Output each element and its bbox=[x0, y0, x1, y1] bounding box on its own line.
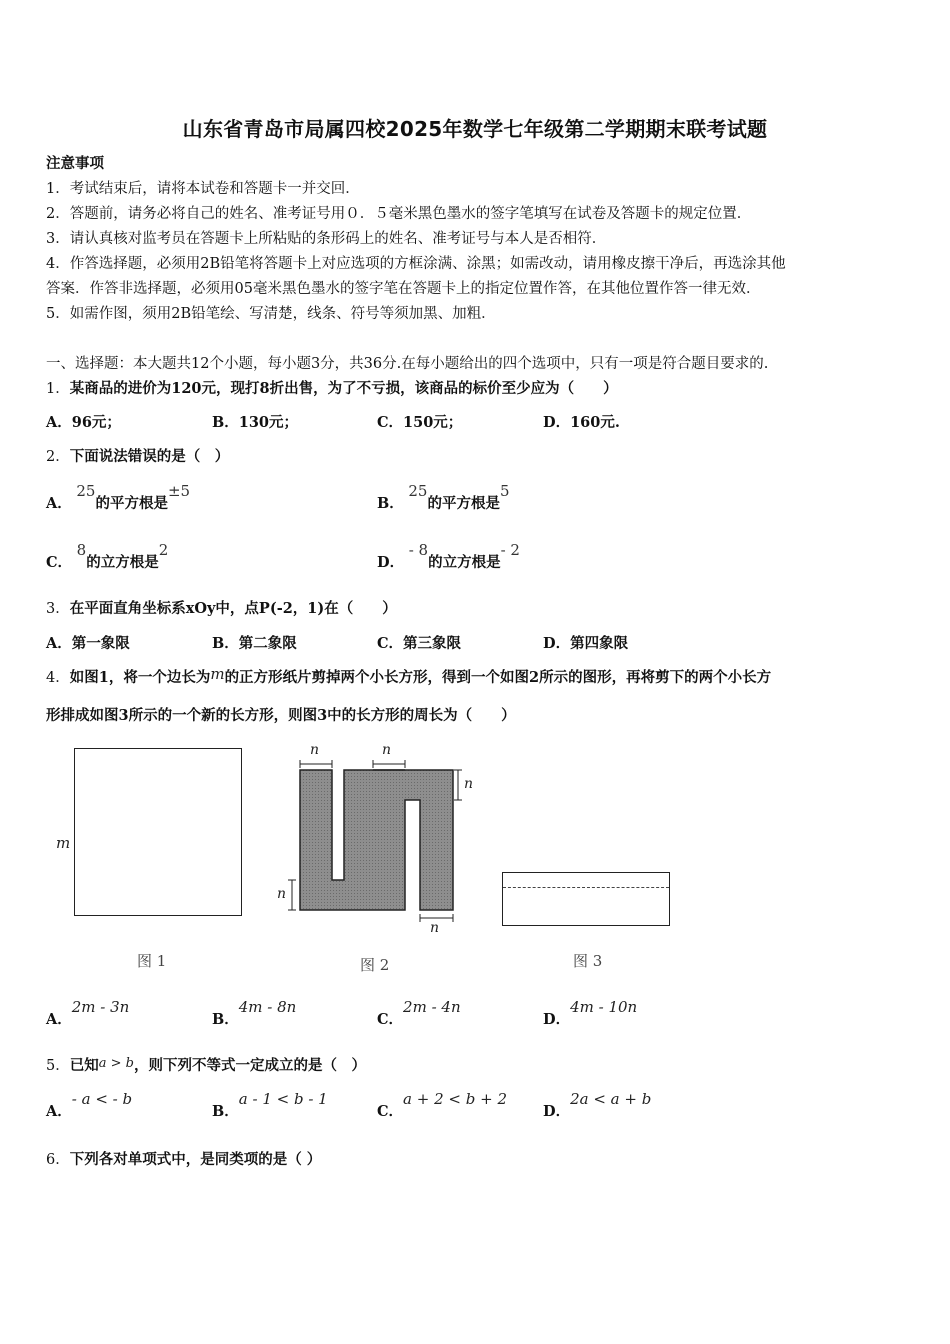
question-6 bbox=[46, 1148, 321, 1169]
q1-option-a[interactable]: A．96元； bbox=[46, 414, 121, 431]
question-stem-cont: 的正方形纸片剪掉两个小长方形，得到一个如图2所示的图形，再将剪下的两个小长方 bbox=[224, 669, 772, 686]
figure-1-side-label: m bbox=[56, 834, 71, 852]
question-3 bbox=[46, 597, 397, 618]
q3-option-b[interactable]: B．第二象限 bbox=[212, 635, 297, 652]
figure-2-label-n: n bbox=[430, 920, 440, 936]
option-expr: a - 1 < b - 1 bbox=[238, 1090, 328, 1108]
q3-option-c[interactable]: C．第三象限 bbox=[377, 635, 462, 652]
option-label: C． bbox=[46, 554, 73, 571]
option-label: A． bbox=[46, 1103, 72, 1120]
question-number: 4． bbox=[46, 670, 70, 686]
q4-option-b[interactable] bbox=[212, 998, 297, 1029]
figure-2-label-n: n bbox=[382, 742, 392, 758]
question-4 bbox=[46, 666, 771, 687]
figure-2-label-n: n bbox=[277, 886, 287, 902]
q2-option-b[interactable] bbox=[377, 482, 510, 513]
option-expr: 4m - 10n bbox=[570, 998, 638, 1016]
notice-item-1: 1．考试结束后，请将本试卷和答题卡一并交回． bbox=[46, 181, 360, 197]
option-text: 的立方根是 bbox=[428, 554, 501, 571]
q2-option-a[interactable] bbox=[46, 482, 191, 513]
option-label: D． bbox=[377, 554, 405, 571]
question-stem: 下列各对单项式中，是同类项的是（ ） bbox=[69, 1151, 322, 1168]
figure-2-label-n: n bbox=[310, 742, 320, 758]
q1-option-d[interactable]: D．160元. bbox=[543, 414, 620, 431]
option-label: A． bbox=[46, 1011, 72, 1028]
option-expr: 2m - 3n bbox=[71, 998, 130, 1016]
q3-option-a[interactable]: A．第一象限 bbox=[46, 635, 130, 652]
option-result: 2 bbox=[158, 541, 169, 559]
question-number: 2． bbox=[46, 449, 70, 465]
figure-2-shape bbox=[270, 740, 485, 940]
question-5 bbox=[46, 1054, 366, 1075]
q4-option-d[interactable] bbox=[543, 998, 638, 1029]
figure-2-label-n: n bbox=[464, 776, 474, 792]
q1-option-b[interactable]: B．130元； bbox=[212, 414, 299, 431]
question-1 bbox=[46, 377, 618, 398]
question-stem-cont: ，则下列不等式一定成立的是（ ） bbox=[133, 1057, 366, 1074]
question-stem: 在平面直角坐标系xOy中，点P(-2，1)在（ ） bbox=[69, 600, 397, 617]
option-label: D． bbox=[543, 1103, 571, 1120]
option-text: 的平方根是 bbox=[95, 495, 168, 512]
notice-heading: 注意事项 bbox=[46, 155, 104, 172]
q5-option-a[interactable] bbox=[46, 1090, 133, 1121]
q5-option-c[interactable] bbox=[377, 1090, 507, 1121]
question-number: 5． bbox=[46, 1058, 70, 1074]
option-text: 的平方根是 bbox=[427, 495, 500, 512]
option-label: B． bbox=[377, 495, 404, 512]
figure-3-caption: 图 3 bbox=[573, 952, 603, 970]
notice-item-4: 4．作答选择题，必须用2B铅笔将答题卡上对应选项的方框涂满、涂黑；如需改动，请用橡皮擦干净后，再选涂其他 bbox=[46, 256, 786, 272]
q4-option-c[interactable] bbox=[377, 998, 461, 1029]
question-number: 3． bbox=[46, 601, 70, 617]
variable-m: m bbox=[210, 665, 225, 683]
option-expr: 4m - 8n bbox=[238, 998, 297, 1016]
notice-item-3: 3．请认真核对监考员在答题卡上所粘贴的条形码上的姓名、准考证号与本人是否相符． bbox=[46, 231, 607, 247]
question-2 bbox=[46, 445, 229, 466]
notice-item-2: 2．答题前，请务必将自己的姓名、准考证号用０．５毫米黑色墨水的签字笔填写在试卷及答题卡的规定位置． bbox=[46, 206, 752, 222]
q3-option-d[interactable]: D．第四象限 bbox=[543, 635, 629, 652]
figure-1-square bbox=[74, 748, 242, 916]
q2-option-c[interactable] bbox=[46, 541, 169, 572]
page-title: 山东省青岛市局属四校2025年数学七年级第二学期期末联考试题 bbox=[182, 117, 768, 141]
question-number: 1． bbox=[46, 381, 70, 397]
option-result: - 2 bbox=[500, 541, 520, 559]
option-expr: 2m - 4n bbox=[403, 998, 461, 1016]
figure-1-caption: 图 1 bbox=[137, 952, 167, 970]
question-number: 6． bbox=[46, 1152, 70, 1168]
radicand: 25 bbox=[408, 482, 428, 500]
radicand: - 8 bbox=[408, 541, 429, 559]
question-stem: 某商品的进价为120元，现打8折出售，为了不亏损，该商品的标价至少应为（ ） bbox=[69, 380, 618, 397]
figure-3-rectangle bbox=[502, 872, 670, 926]
option-expr: 2a < a + b bbox=[570, 1090, 652, 1108]
question-stem: 如图1，将一个边长为 bbox=[69, 669, 211, 686]
figure-2-caption: 图 2 bbox=[360, 956, 390, 974]
option-label: C． bbox=[377, 1011, 404, 1028]
option-expr: a + 2 < b + 2 bbox=[403, 1090, 507, 1108]
question-stem: 已知 bbox=[69, 1057, 99, 1074]
option-result: ±5 bbox=[167, 482, 191, 500]
question-stem: 下面说法错误的是（ ） bbox=[69, 448, 230, 465]
option-label: B． bbox=[212, 1011, 239, 1028]
figure-3-dashed-line bbox=[503, 887, 669, 888]
condition-expr: a > b bbox=[98, 1056, 134, 1071]
q4-option-a[interactable] bbox=[46, 998, 130, 1029]
notice-item-4-cont: 答案．作答非选择题，必须用05毫米黑色墨水的签字笔在答题卡上的指定位置作答，在其他位置作答一律无效． bbox=[46, 281, 761, 297]
option-label: D． bbox=[543, 1011, 571, 1028]
option-text: 的立方根是 bbox=[86, 554, 159, 571]
q5-option-d[interactable] bbox=[543, 1090, 652, 1121]
option-label: B． bbox=[212, 1103, 239, 1120]
q5-option-b[interactable] bbox=[212, 1090, 328, 1121]
option-label: C． bbox=[377, 1103, 404, 1120]
option-label: A． bbox=[46, 495, 72, 512]
q2-option-d[interactable] bbox=[377, 541, 520, 572]
option-result: 5 bbox=[499, 482, 510, 500]
option-expr: - a < - b bbox=[71, 1090, 133, 1108]
question-4-line2: 形排成如图3所示的一个新的长方形，则图3中的长方形的周长为（ ） bbox=[46, 707, 516, 724]
radicand: 8 bbox=[76, 541, 87, 559]
radicand: 25 bbox=[76, 482, 96, 500]
q1-option-c[interactable]: C．150元； bbox=[377, 414, 463, 431]
notice-item-5: 5．如需作图，须用2B铅笔绘、写清楚，线条、符号等须加黑、加粗． bbox=[46, 306, 496, 322]
section-heading: 一、选择题：本大题共12个小题，每小题3分，共36分.在每小题给出的四个选项中，只有一项是符合题目要求的. bbox=[46, 356, 769, 372]
